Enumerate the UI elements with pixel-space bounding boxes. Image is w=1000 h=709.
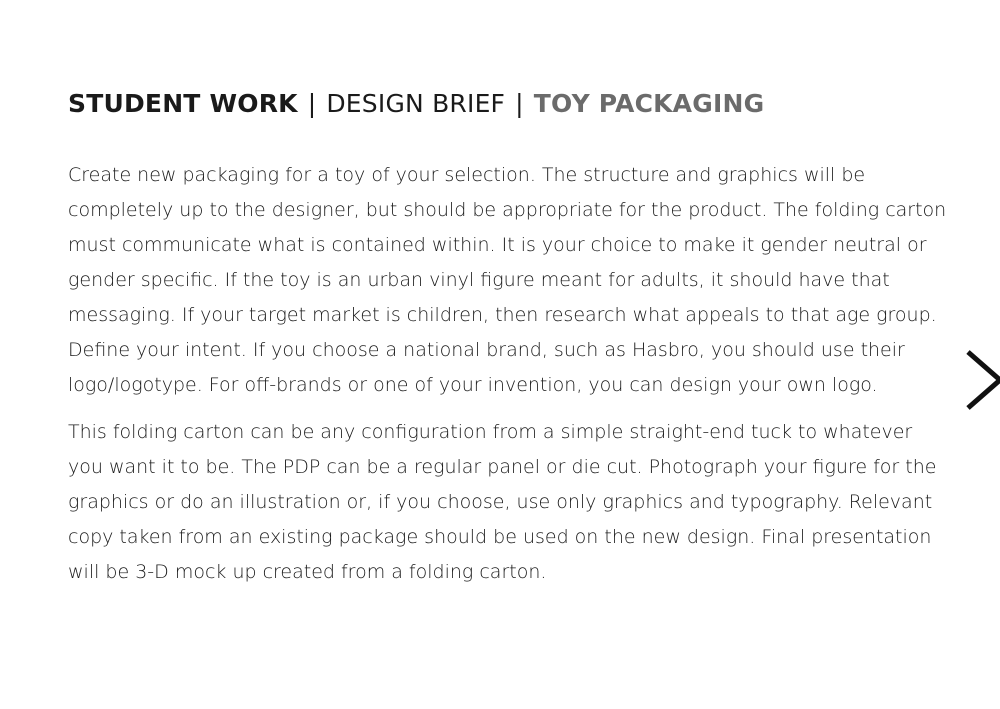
title-section: STUDENT WORK [68,89,298,118]
design-brief-body [68,158,948,602]
chevron-right-icon [940,340,1000,420]
brief-paragraph-1: Create new packaging for a toy of your selection. The structure and graphics will be completely up to the designer, but should be appropriate for the product. The folding carton must communicate what is contained within. It is your choice to make it gender neutral or gender specific. If the toy is an urban vinyl figure meant for adults, it should have that messaging. If your target market is children, then research what appeals to that age group. Define your intent. If you choose a national brand, such as Hasbro, you should use their logo/logotype. For off-brands or one of your invention, you can design your own logo. [68,164,947,396]
title-separator: | [307,89,317,118]
brief-paragraph-2: This folding carton can be any configuration from a simple straight-end tuck to whatever you want it to be. The PDP can be a regular panel or die cut. Photograph your figure for the graphics or do an illustration or, if you choose, use only graphics and typography. Relevant copy taken from an existing package should be used on the new design. Final presentation will be 3-D mock up created from a folding carton. [68,421,937,583]
title-separator: | [515,89,524,118]
page-title [68,86,764,122]
title-topic: TOY PACKAGING [533,89,765,118]
title-subsection: DESIGN BRIEF [326,89,506,118]
next-page-button[interactable] [940,340,1000,420]
